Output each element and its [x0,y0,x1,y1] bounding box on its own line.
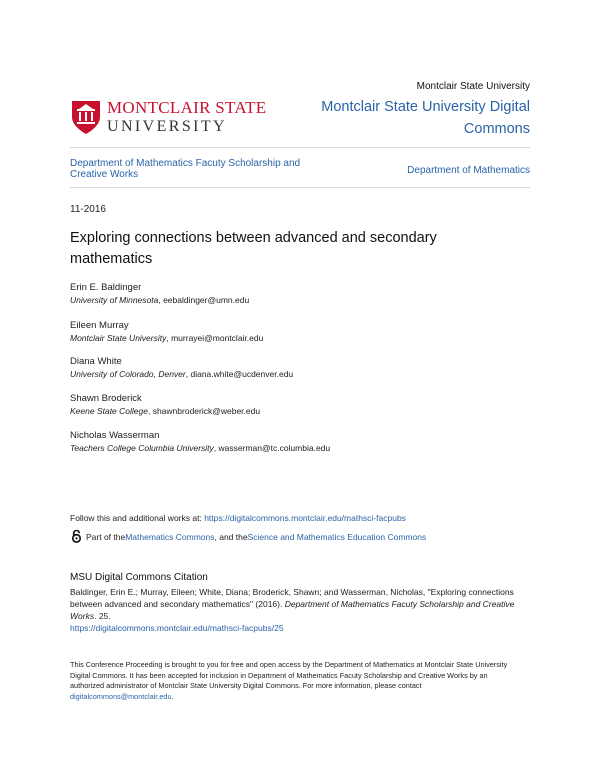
contact-email-link[interactable]: digitalcommons@montclair.edu [70,691,172,701]
author-affiliation: Montclair State University [70,333,167,343]
citation-authors-title: Baldinger, Erin E.; Murray, Eileen; White, Diana; Broderick, Shawn; and Wasserman, Nicholas, "Exploring connections between advanced and secondary mathematics" (2016). [70,587,514,609]
university-logo[interactable] [70,98,270,138]
author-entry [70,393,260,417]
author-entry [70,430,330,454]
institution-name: Montclair State University [416,81,530,92]
citation-url-link[interactable]: https://digitalcommons.montclair.edu/mathsci-facpubs/25 [70,623,284,633]
collection-url-link[interactable]: https://digitalcommons.montclair.edu/mathsci-facpubs [204,513,406,523]
author-email: , diana.white@ucdenver.edu [185,369,294,379]
author-name: Nicholas Wasserman [70,430,160,441]
citation-heading: MSU Digital Commons Citation [70,572,208,583]
open-access-icon [70,530,83,543]
footer-text: This Conference Proceeding is brought to you for free and open access by the Department of Mathematics at Montclair State University Digital Commons. It has been accepted for inclusion in Department of Mathematics Facuty Scholarship and Creative Works by an authorized administrator of Montclair State University Digital Commons. For more information, please contact [70,660,508,690]
author-email: , wasserman@tc.columbia.edu [213,443,331,453]
author-affiliation: University of Minnesota [70,295,159,305]
part-of-prefix: Part of the [86,531,126,542]
author-name: Shawn Broderick [70,393,142,404]
mathematics-commons-link[interactable]: Mathematics Commons [125,531,215,542]
author-name: Diana White [70,356,122,367]
footer-notice [70,660,520,702]
author-email: , murrayei@montclair.edu [166,333,264,343]
divider [70,187,530,188]
citation-series: Department of Mathematics Facuty Scholarship and Creative Works [70,599,515,621]
follow-text: Follow this and additional works at: [70,513,205,523]
part-of-line [70,530,426,543]
author-name: Erin E. Baldinger [70,282,142,293]
author-entry [70,320,263,344]
citation-number: . 25. [94,611,111,621]
author-affiliation: Keene State College [70,406,148,416]
author-entry [70,282,249,306]
author-affiliation: University of Colorado, Denver [70,369,186,379]
shield-icon [70,98,102,136]
author-email: , shawnbroderick@weber.edu [147,406,261,416]
author-email: , eebaldinger@umn.edu [158,295,250,305]
logo-text-line1: MONTCLAIR STATE [107,98,267,117]
author-name: Eileen Murray [70,320,129,331]
department-link[interactable]: Department of Mathematics [407,165,530,176]
science-math-education-commons-link[interactable]: Science and Mathematics Education Commons [247,531,427,542]
divider [70,147,530,148]
author-entry [70,356,293,380]
page-title: Exploring connections between advanced and secondary mathematics [70,230,437,267]
follow-line [70,513,406,523]
author-affiliation: Teachers College Columbia University [70,443,214,453]
repository-title-link[interactable]: Montclair State University Digital Commons [321,99,530,137]
collection-link[interactable]: Department of Mathematics Facuty Scholarship and Creative Works [70,158,301,180]
publication-date: 11-2016 [70,204,106,215]
logo-text-line2: UNIVERSITY [107,118,227,135]
part-of-middle: , and the [214,531,248,542]
footer-end: . [171,691,174,701]
citation-text [70,586,520,634]
